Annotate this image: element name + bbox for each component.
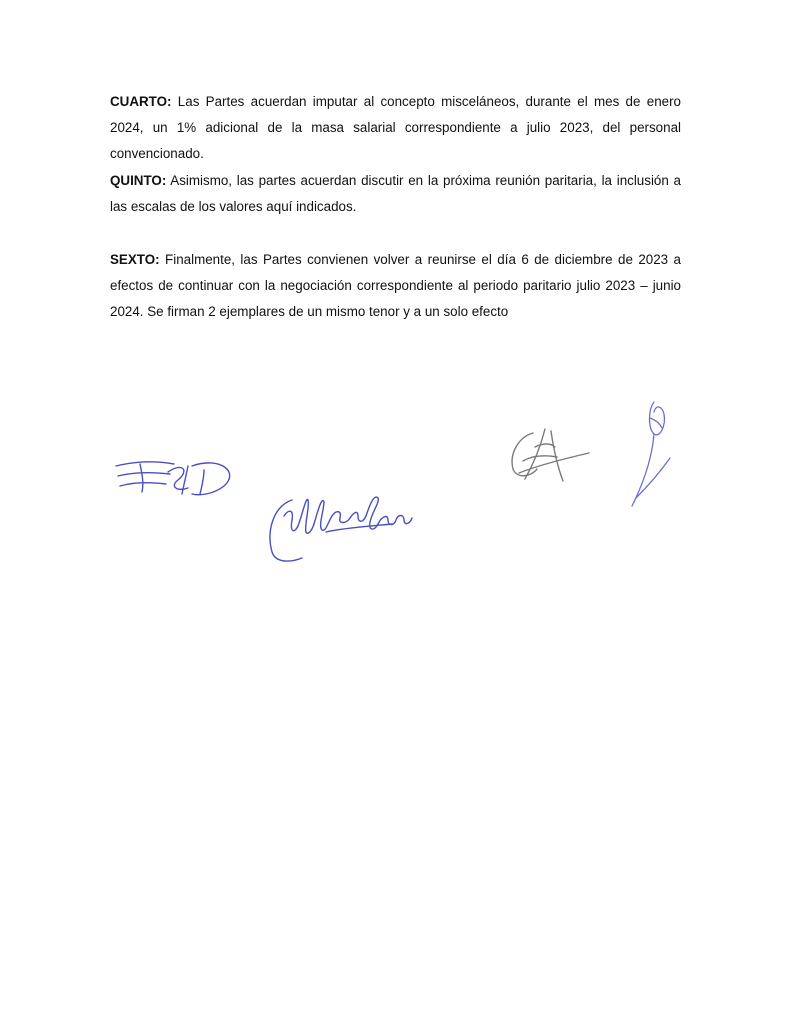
paragraph-text: Asimismo, las partes acuerdan discutir en la próxima reunión paritaria, la inclusión a las escalas de los valores aquí indicados. [110,173,681,214]
signature-4 [626,398,674,510]
paragraph-label: CUARTO: [110,94,172,109]
paragraph-label: SEXTO: [110,252,160,267]
signature-2 [262,486,414,566]
paragraph-label: QUINTO: [110,173,167,188]
signature-3 [505,425,591,491]
paragraph-sexto [110,247,681,325]
paragraph-text: Finalmente, las Partes convienen volver a reunirse el día 6 de diciembre de 2023 a efectos de continuar con la negociación correspondiente al periodo paritario julio 2023 – junio 2024. Se firman 2 ejemplares de un mismo tenor y a un solo efecto [110,252,681,319]
signature-1 [112,452,248,514]
paragraph-quinto [110,168,681,220]
paragraph-text: Las Partes acuerdan imputar al concepto misceláneos, durante el mes de enero 2024, un 1% adicional de la masa salarial correspondiente a julio 2023, del personal convencionado. [110,94,681,161]
paragraph-cuarto [110,89,681,167]
